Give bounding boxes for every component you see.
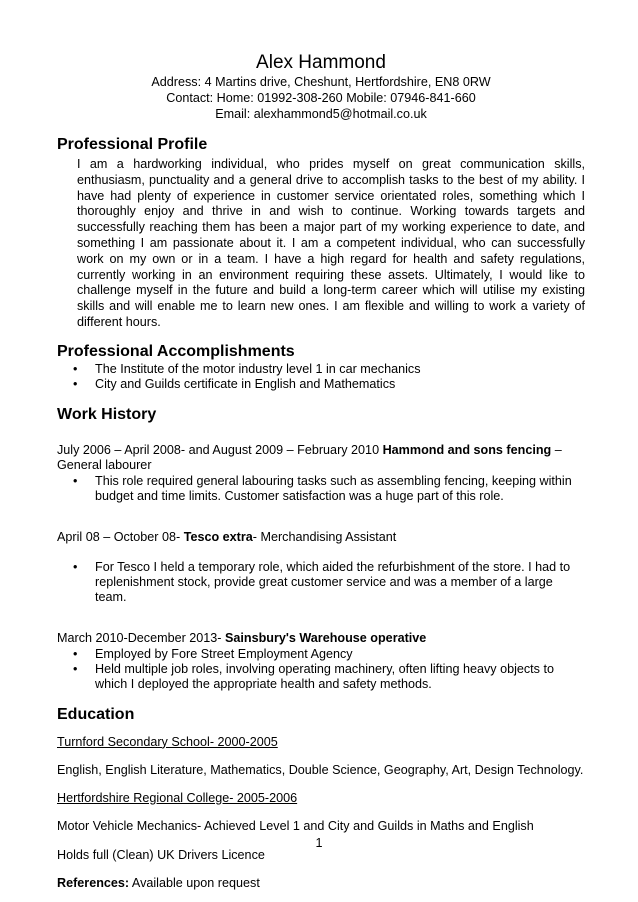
references-line: References: Available upon request: [57, 876, 260, 891]
accomplishments-heading: Professional Accomplishments: [57, 342, 295, 360]
job-bullets: [57, 647, 585, 692]
references-label: References:: [57, 876, 130, 891]
email-line: Email: alexhammond5@hotmail.co.uk: [215, 107, 427, 121]
list-item: • Employed by Fore Street Employment Agency: [73, 646, 353, 661]
list-item: • Held multiple job roles, involving operating machinery, often lifting heavy objects to which I deployed the appropriate health and safety methods.: [73, 661, 554, 691]
job-bullets: [57, 560, 585, 605]
list-item: • The Institute of the motor industry level 1 in car mechanics: [73, 361, 421, 376]
candidate-name: Alex Hammond: [256, 52, 386, 73]
school-name: Turnford Secondary School- 2000-2005: [57, 734, 278, 749]
college-subjects: Motor Vehicle Mechanics- Achieved Level 1 and City and Guilds in Maths and English: [57, 819, 534, 834]
cv-header: [57, 52, 585, 122]
job-title-line: July 2006 – April 2008- and August 2009 – February 2010 Hammond and sons fencing – General labourer: [57, 442, 562, 473]
accomplishments-list: [57, 362, 585, 392]
profile-heading: Professional Profile: [57, 136, 208, 153]
job-bullets: [57, 474, 585, 504]
licence-line: Holds full (Clean) UK Drivers Licence: [57, 847, 265, 862]
address-line: Address: 4 Martins drive, Cheshunt, Hertfordshire, EN8 0RW: [151, 75, 491, 89]
education-heading: Education: [57, 705, 135, 723]
work-heading: Work History: [57, 405, 157, 423]
employer-name: Tesco extra: [183, 529, 253, 544]
cv-page: [57, 0, 585, 892]
job-title-line: March 2010-December 2013- Sainsbury's Warehouse operative: [57, 631, 427, 646]
employer-name: Sainsbury's Warehouse operative: [225, 631, 427, 646]
list-item: • City and Guilds certificate in English and Mathematics: [73, 376, 396, 391]
contact-line: Contact: Home: 01992-308-260 Mobile: 07946-841-660: [166, 91, 476, 105]
school-subjects: English, English Literature, Mathematics, Double Science, Geography, Art, Design Technology.: [57, 763, 584, 778]
profile-text: I am a hardworking individual, who prides myself on great communication skills, enthusiasm, punctuality and a general drive to accomplish tasks to the best of my ability. I have had plenty of experience in customer service orientated roles, something which I thoroughly enjoy and thrive in and wish to continue. Working towards targets and successfully reaching them has been a major part of my working experience to date, and something I am passionate about it. I am a competent individual, who can successfully work on my own or in a team. I have a high regard for health and safety regulations, currently working in an environment requiring these assets. Ultimately, I would like to challenge myself in the future and build a long-term career which will utilise my existing skills and will enable me to learn new ones. I am flexible and willing to work a variety of different hours.: [77, 157, 585, 329]
page-number: 1: [315, 836, 323, 850]
employer-name: Hammond and sons fencing: [382, 442, 552, 457]
college-name: Hertfordshire Regional College- 2005-2006: [57, 790, 298, 805]
list-item: • This role required general labouring tasks such as assembling fencing, keeping within budget and time limits. Customer satisfaction was a huge part of this role.: [73, 473, 572, 503]
list-item: • For Tesco I held a temporary role, which aided the refurbishment of the store. I had to replenishment stock, provide great customer service and was a member of a large team.: [73, 560, 571, 605]
job-title-line: April 08 – October 08- Tesco extra- Merchandising Assistant: [57, 529, 397, 544]
